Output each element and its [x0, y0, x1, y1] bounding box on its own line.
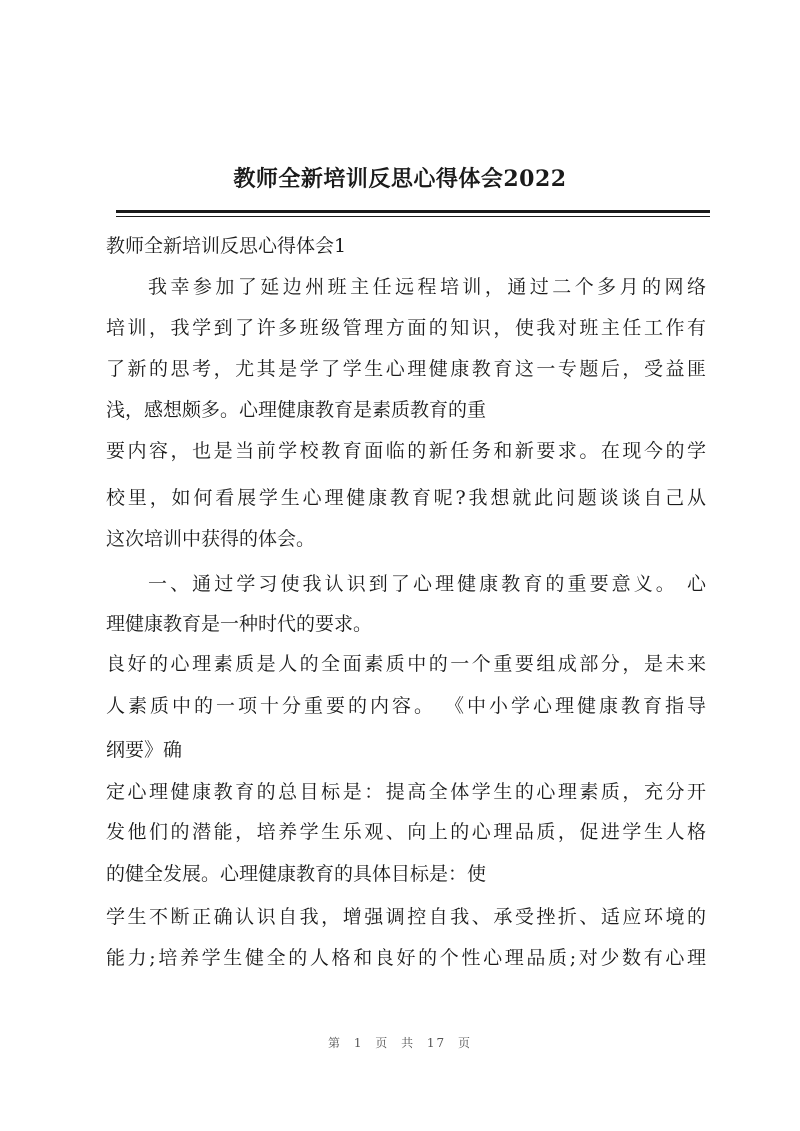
body-line: 我幸参加了延边州班主任远程培训，通过二个多月的网络 [148, 276, 706, 298]
title-divider-thick [116, 210, 710, 213]
body-line: 一、通过学习使我认识到了心理健康教育的重要意义。 心 [148, 573, 706, 595]
body-line: 要内容，也是当前学校教育面临的新任务和新要求。在现今的学 [106, 440, 706, 462]
title-divider-thin [116, 216, 710, 217]
body-line: 纲要》确 [106, 739, 183, 761]
body-line: 浅，感想颇多。心理健康教育是素质教育的重 [106, 399, 487, 421]
page-number-footer: 第 1 页 共 17 页 [328, 1036, 472, 1050]
body-line: 发他们的潜能，培养学生乐观、向上的心理品质，促进学生人格 [106, 821, 706, 843]
section-heading: 教师全新培训反思心得体会1 [106, 235, 347, 257]
body-line: 培训，我学到了许多班级管理方面的知识，使我对班主任工作有 [106, 317, 706, 339]
body-line: 校里，如何看展学生心理健康教育呢?我想就此问题谈谈自己从 [106, 487, 706, 509]
body-line: 定心理健康教育的总目标是：提高全体学生的心理素质，充分开 [106, 781, 706, 803]
body-line: 的健全发展。心理健康教育的具体目标是：使 [106, 863, 487, 885]
document-title: 教师全新培训反思心得体会2022 [233, 166, 567, 192]
body-line: 理健康教育是一种时代的要求。 [106, 613, 373, 635]
body-line: 学生不断正确认识自我，增强调控自我、承受挫折、适应环境的 [106, 906, 706, 928]
body-line: 了新的思考，尤其是学了学生心理健康教育这一专题后，受益匪 [106, 358, 706, 380]
body-line: 能力;培养学生健全的人格和良好的个性心理品质;对少数有心理 [106, 947, 706, 969]
body-line: 这次培训中获得的体会。 [106, 528, 316, 550]
body-line: 良好的心理素质是人的全面素质中的一个重要组成部分，是未来 [106, 653, 706, 675]
body-line: 人素质中的一项十分重要的内容。 《中小学心理健康教育指导 [106, 695, 706, 717]
